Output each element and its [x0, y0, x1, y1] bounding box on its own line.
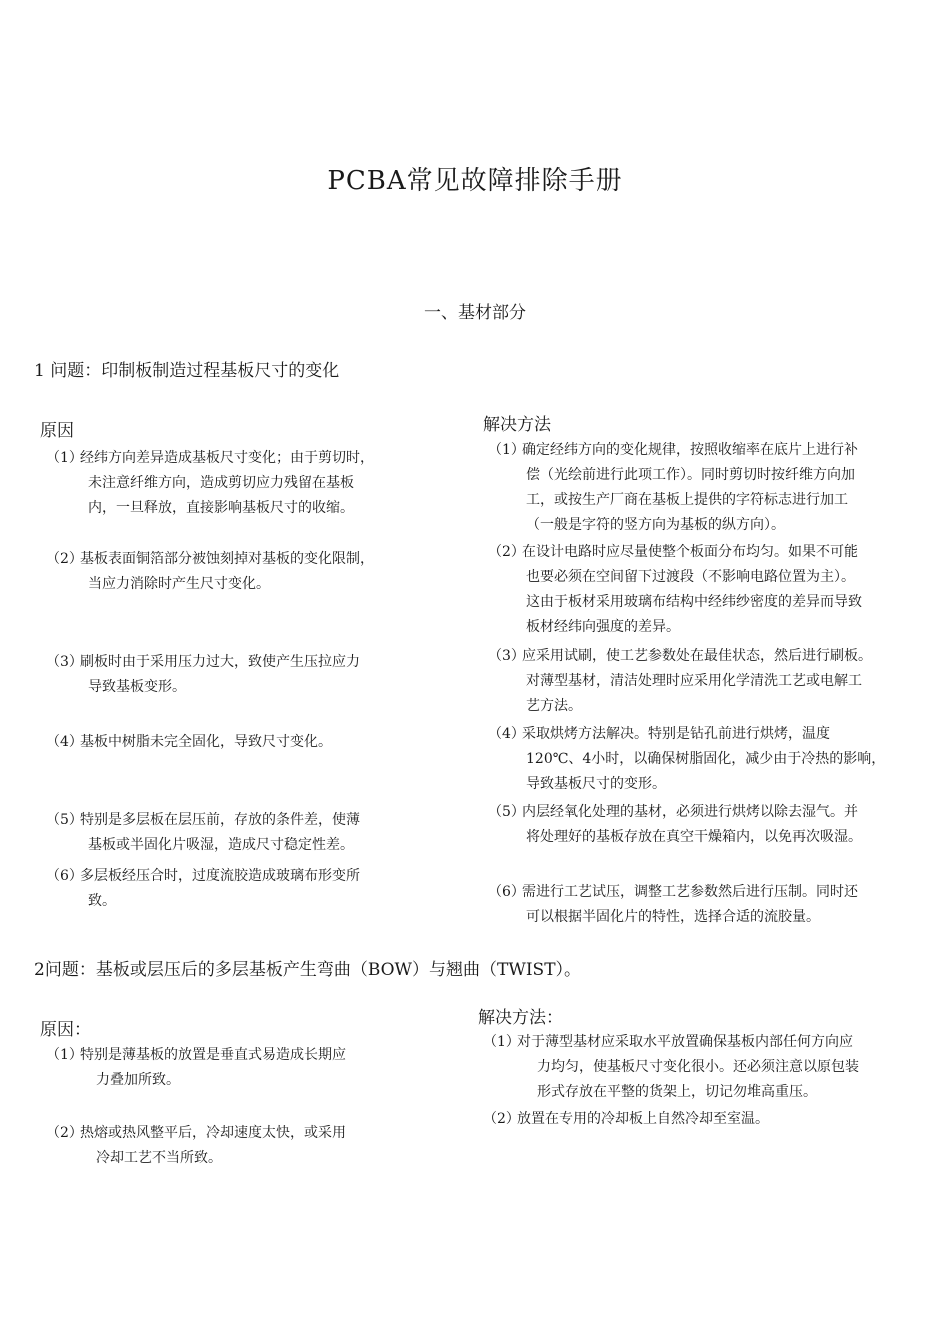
item-text-line: 特别是多层板在层压前，存放的条件差，使薄	[80, 812, 360, 828]
item-text-line: 经纬方向差异造成基板尺寸变化；由于剪切时，	[80, 450, 374, 466]
item-text-line: 偿（光绘前进行此项工作）。同时剪切时按纤维方向加	[526, 467, 855, 483]
q1-solution-item	[488, 644, 872, 719]
item-number: （1）	[46, 1047, 83, 1063]
item-number: （1）	[488, 442, 525, 458]
q1-cause-item	[46, 547, 374, 597]
item-number: （3）	[46, 654, 83, 670]
item-text-line: 需进行工艺试压，调整工艺参数然后进行压制。同时还	[522, 884, 858, 900]
item-text-line: 多层板经压合时，过度流胶造成玻璃布形变所	[80, 868, 360, 884]
item-text-line: 基板或半固化片吸湿，造成尺寸稳定性差。	[88, 837, 354, 853]
item-text-line: 热熔或热风整平后，冷却速度太快，或采用	[80, 1125, 346, 1141]
item-text-line: 基板中树脂未完全固化，导致尺寸变化。	[80, 734, 332, 750]
item-text-line: 工，或按生产厂商在基板上提供的字符标志进行加工	[526, 492, 848, 508]
q2-cause-label: 原因：	[40, 1020, 91, 1040]
item-text-line: 对于薄型基材应采取水平放置确保基板内部任何方向应	[517, 1034, 853, 1050]
q1-solution-item	[488, 438, 858, 538]
item-text-line: 特别是薄基板的放置是垂直式易造成长期应	[80, 1047, 346, 1063]
item-number: （2）	[483, 1111, 520, 1127]
item-text-line: 放置在专用的冷却板上自然冷却至室温。	[517, 1111, 769, 1127]
q1-solution-item	[488, 800, 862, 850]
q1-cause-label: 原因	[40, 421, 74, 441]
item-text-line: 对薄型基材，清洁处理时应采用化学清洗工艺或电解工	[526, 673, 862, 689]
item-text-line: 冷却工艺不当所致。	[96, 1150, 222, 1166]
item-number: （4）	[488, 726, 525, 742]
item-text-line: 导致基板尺寸的变形。	[526, 776, 666, 792]
q1-solution-item	[488, 880, 858, 930]
item-text-line: 可以根据半固化片的特性，选择合适的流胶量。	[526, 909, 820, 925]
item-text-line: 确定经纬方向的变化规律，按照收缩率在底片上进行补	[522, 442, 858, 458]
item-text-line: 艺方法。	[526, 698, 582, 714]
section-heading: 一、基材部分	[424, 303, 526, 323]
q1-cause-item	[46, 864, 360, 914]
item-text-line: 在设计电路时应尽量使整个板面分布均匀。如果不可能	[522, 544, 858, 560]
item-text-line: 刷板时由于采用压力过大，致使产生压拉应力	[80, 654, 360, 670]
item-text-line: 采取烘烤方法解决。特别是钻孔前进行烘烤，温度	[522, 726, 830, 742]
question-2-heading: 2问题：基板或层压后的多层基板产生弯曲（BOW）与翘曲（TWIST）。	[34, 960, 582, 980]
item-number: （2）	[46, 551, 83, 567]
q2-solution-item	[483, 1030, 859, 1105]
item-text-line: 将处理好的基板存放在真空干燥箱内，以免再次吸湿。	[526, 829, 862, 845]
q2-solution-label: 解决方法：	[478, 1008, 563, 1028]
item-number: （4）	[46, 734, 83, 750]
item-number: （6）	[46, 868, 83, 884]
item-number: （1）	[46, 450, 83, 466]
item-text-line: 内层经氧化处理的基材，必须进行烘烤以除去湿气。并	[522, 804, 858, 820]
q2-solution-item	[483, 1107, 769, 1132]
q2-cause-item	[46, 1121, 346, 1171]
item-number: （5）	[488, 804, 525, 820]
item-text-line: 也要必须在空间留下过渡段（不影响电路位置为主）。	[526, 569, 855, 585]
document-title: PCBA常见故障排除手册	[327, 166, 623, 196]
item-number: （3）	[488, 648, 525, 664]
item-text-line: 内，一旦释放，直接影响基板尺寸的收缩。	[88, 500, 354, 516]
item-text-line: 这由于板材采用玻璃布结构中经纬纱密度的差异而导致	[526, 594, 862, 610]
q1-cause-item	[46, 650, 360, 700]
q1-solution-label: 解决方法	[483, 415, 551, 435]
q1-cause-item	[46, 808, 360, 858]
item-text-line: 应采用试刷，使工艺参数处在最佳状态，然后进行刷板。	[522, 648, 872, 664]
item-text-line: 未注意纤维方向，造成剪切应力残留在基板	[88, 475, 354, 491]
item-text-line: 力均匀，使基板尺寸变化很小。还必须注意以原包装	[537, 1059, 859, 1075]
item-number: （1）	[483, 1034, 520, 1050]
item-number: （2）	[488, 544, 525, 560]
item-text-line: 导致基板变形。	[88, 679, 186, 695]
item-number: （2）	[46, 1125, 83, 1141]
q1-solution-item	[488, 540, 862, 640]
item-text-line: 力叠加所致。	[96, 1072, 180, 1088]
item-text-line: 当应力消除时产生尺寸变化。	[88, 576, 270, 592]
item-text-line: 基板表面铜箔部分被蚀刻掉对基板的变化限制，	[80, 551, 374, 567]
q1-solution-item	[488, 722, 885, 797]
q1-cause-item	[46, 730, 332, 755]
item-text-line: 形式存放在平整的货架上，切记勿堆高重压。	[537, 1084, 817, 1100]
question-1-heading: 1 问题：印制板制造过程基板尺寸的变化	[34, 361, 340, 381]
item-text-line: 120℃、4小时，以确保树脂固化，减少由于冷热的影响，	[526, 751, 886, 767]
item-text-line: 致。	[88, 893, 116, 909]
q2-cause-item	[46, 1043, 346, 1093]
item-number: （6）	[488, 884, 525, 900]
item-number: （5）	[46, 812, 83, 828]
item-text-line: 板材经纬向强度的差异。	[526, 619, 680, 635]
q1-cause-item	[46, 446, 374, 521]
item-text-line: （一般是字符的竖方向为基板的纵方向）。	[526, 517, 785, 533]
